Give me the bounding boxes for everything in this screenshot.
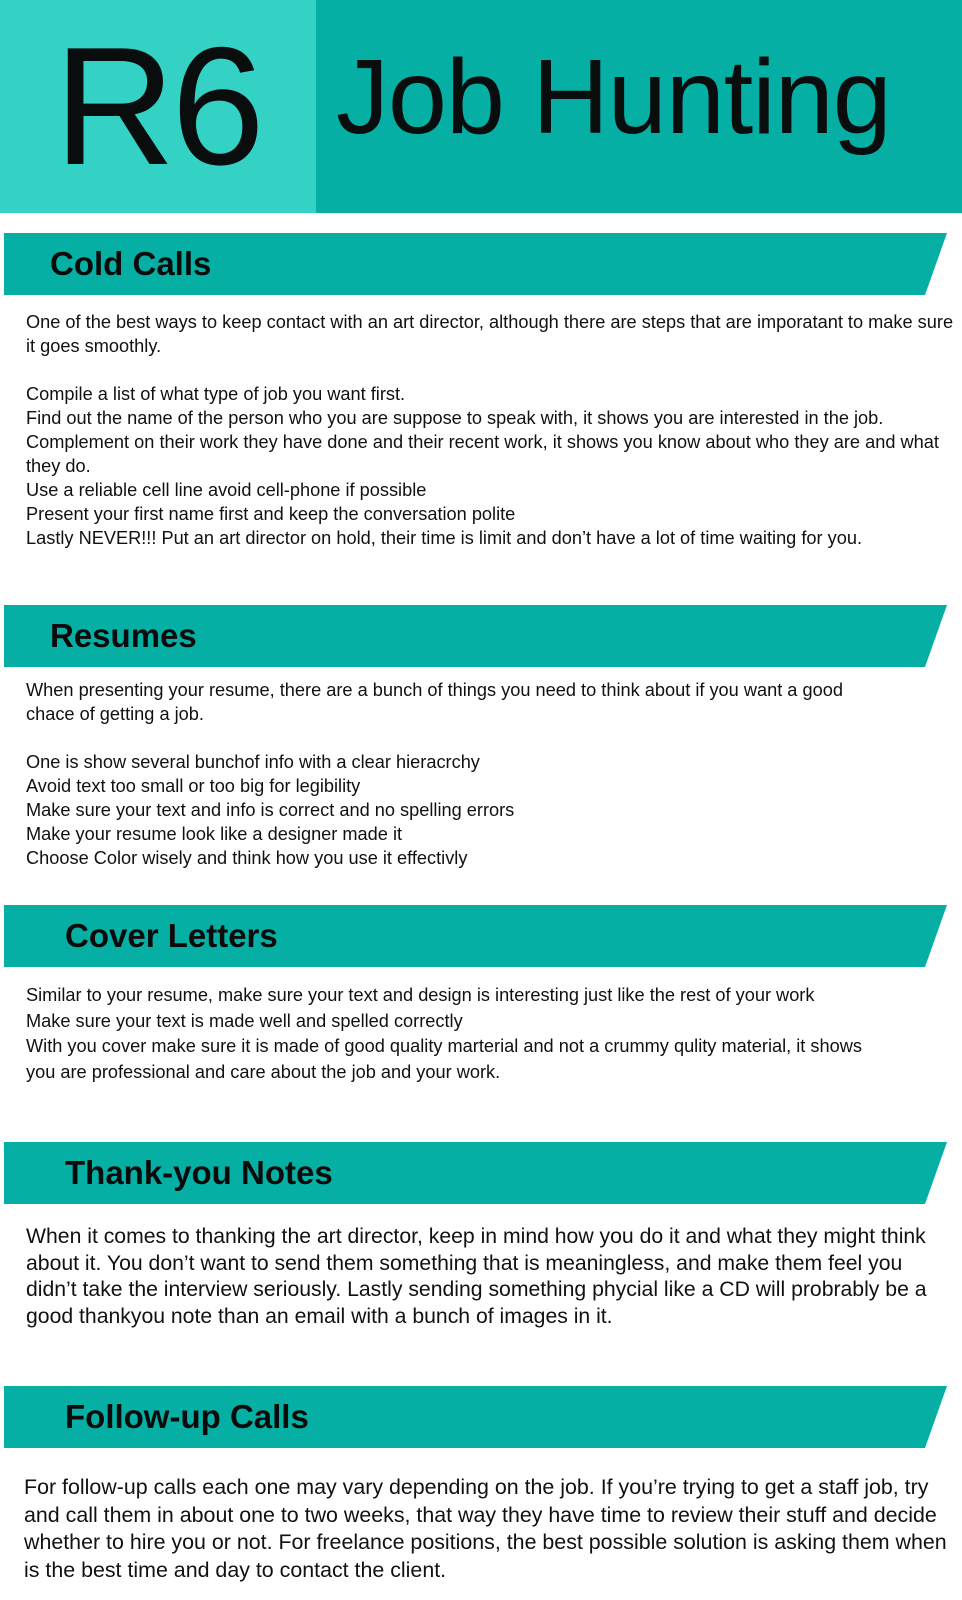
section-title-cold-calls: Cold Calls (50, 245, 212, 282)
badge-text: R6 (54, 12, 261, 200)
header (0, 0, 962, 213)
section-body-thank-you-notes: When it comes to thanking the art director, keep in mind how you do it and what they might think about it. You don’t want to send them something that is meaningless, and make them feel you didn’t take the interview seriously. Lastly sending something phycial like a CD will probrably be a good thankyou note than an email with a bunch of images in it. (26, 1225, 927, 1328)
section-banner-resumes (0, 605, 962, 667)
section-body-cover-letters (26, 983, 896, 1085)
section-banner-thank-you-notes (0, 1142, 962, 1204)
section-banner-follow-up-calls (0, 1386, 962, 1448)
section-banner-cover-letters (0, 905, 962, 967)
list-item: Similar to your resume, make sure your text and design is interesting just like the rest of your work (26, 985, 815, 1005)
section-intro: When presenting your resume, there are a bunch of things you need to think about if you want a good chace of getting a job. (26, 680, 843, 724)
section-intro: One of the best ways to keep contact with an art director, although there are steps that are imporatant to make sure it goes smoothly. (26, 312, 954, 356)
section-body-resumes (26, 678, 886, 870)
list-item: Avoid text too small or too big for legibility (26, 776, 361, 796)
page-title: Job Hunting (336, 38, 891, 156)
list-item: Lastly NEVER!!! Put an art director on hold, their time is limit and don’t have a lot of time waiting for you. (26, 528, 863, 548)
list-item: Find out the name of the person who you are suppose to speak with, it shows you are interested in the job. (26, 408, 884, 428)
list-item: Complement on their work they have done and their recent work, it shows you know about who they are and what they do. (26, 432, 939, 476)
list-item: Compile a list of what type of job you want first. (26, 384, 406, 404)
section-title-follow-up-calls: Follow-up Calls (65, 1398, 309, 1435)
list-item: Make sure your text is made well and spelled correctly (26, 1010, 463, 1031)
list-item: With you cover make sure it is made of good quality marterial and not a crummy qulity material, it shows you are professional and care about the job and your work. (26, 1036, 862, 1082)
list-item: One is show several bunchof info with a clear hieracrchy (26, 752, 480, 772)
section-banner-cold-calls (0, 233, 962, 295)
section-body-cold-calls (26, 310, 956, 550)
list-item: Make sure your text and info is correct and no spelling errors (26, 800, 515, 820)
list-item: Make your resume look like a designer made it (26, 824, 403, 844)
list-item: Present your first name first and keep the conversation polite (26, 504, 516, 524)
section-title-resumes: Resumes (50, 617, 197, 654)
section-title-cover-letters: Cover Letters (65, 917, 278, 954)
list-item: Use a reliable cell line avoid cell-phone if possible (26, 480, 427, 500)
list-item: Choose Color wisely and think how you use it effectivly (26, 848, 468, 868)
section-title-thank-you-notes: Thank-you Notes (65, 1154, 333, 1191)
section-body-follow-up-calls: For follow-up calls each one may vary depending on the job. If you’re trying to get a staff job, try and call them in about one to two weeks, that way they have time to review their stuff and decide whether to hire you or not. For freelance positions, the best possible solution is asking them when is the best time and day to contact the client. (24, 1475, 947, 1582)
